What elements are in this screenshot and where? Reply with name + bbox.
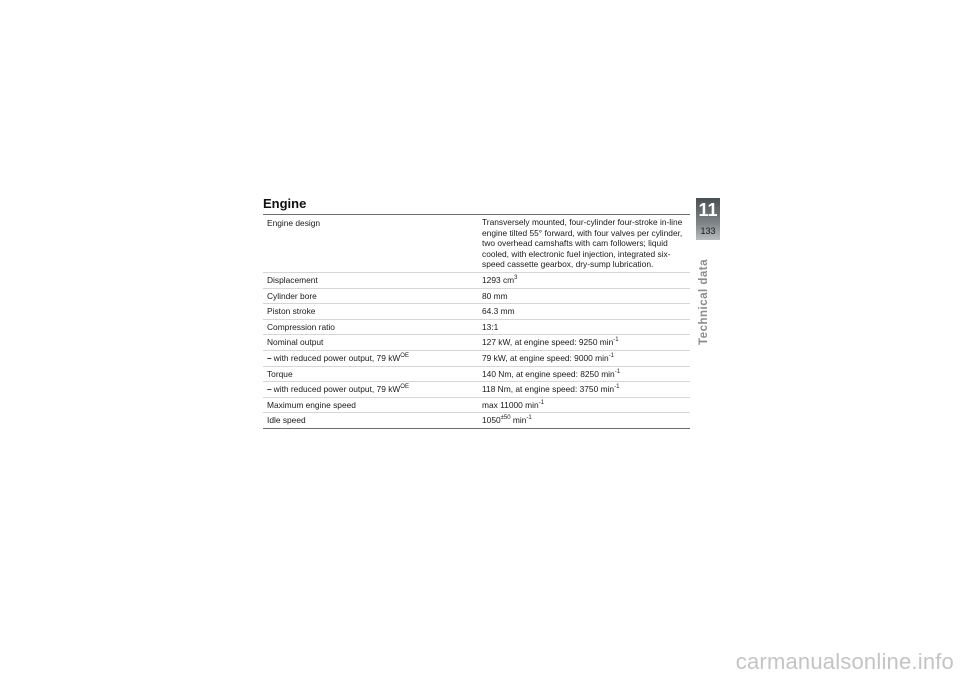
table-row	[263, 367, 690, 383]
spec-label: Compression ratio	[267, 321, 335, 332]
spec-label: – with reduced power output, 79 $kW^{OE}$	[267, 384, 409, 395]
spec-label: – with reduced power output, 79 $kW^{OE}$	[267, 352, 409, 363]
table-row	[263, 382, 690, 398]
section-title: Engine	[263, 196, 307, 211]
chapter-side-label: Technical data	[698, 258, 710, 345]
spec-value: max 11000 $\min^{-1}$	[482, 399, 544, 410]
table-row	[263, 215, 690, 273]
page-number: 133	[700, 226, 716, 236]
spec-value: 140 Nm, at engine speed: 8250 $\min^{-1}$	[482, 368, 621, 379]
spec-value: 118 Nm, at engine speed: 3750 $\min^{-1}$	[482, 384, 620, 395]
table-row	[263, 351, 690, 367]
spec-label: Idle speed	[267, 415, 306, 426]
spec-value: $1050^{\pm 50}$ $\min^{-1}$	[482, 415, 532, 426]
spec-label: Torque	[267, 368, 293, 379]
spec-value: 79 kW, at engine speed: 9000 $\min^{-1}$	[482, 352, 614, 363]
spec-label: Cylinder bore	[267, 290, 317, 301]
chapter-tab	[696, 198, 720, 240]
table-row	[263, 304, 690, 320]
table-row	[263, 289, 690, 305]
watermark: carmanualsonline.info	[735, 649, 954, 674]
table-row	[263, 273, 690, 289]
spec-value: 127 kW, at engine speed: 9250 $\min^{-1}$	[482, 337, 619, 348]
table-row	[263, 335, 690, 351]
spec-label: Displacement	[267, 274, 318, 285]
spec-label: Piston stroke	[267, 306, 316, 317]
spec-label: Engine design	[267, 218, 321, 228]
spec-value: Transversely mounted, four-cylinder four-stroke in-line engine tilted 55° forward, with four valves per cylinder, two overhead camshafts with cam followers; liquid cooled, with electronic fuel injection, integrated six-speed cassette gearbox, dry-sump lubrication.	[482, 217, 683, 270]
spec-value: 13:1	[482, 321, 499, 332]
spec-value: 64.3 mm	[482, 306, 515, 317]
spec-label: Maximum engine speed	[267, 399, 356, 410]
table-row	[263, 398, 690, 414]
spec-label: Nominal output	[267, 337, 324, 348]
table-row	[263, 413, 690, 428]
chapter-number: 11	[698, 200, 718, 220]
table-row	[263, 320, 690, 336]
spec-table	[263, 214, 690, 429]
spec-value: 80 mm	[482, 290, 508, 301]
spec-value: 1293 $cm^3$	[482, 274, 518, 285]
